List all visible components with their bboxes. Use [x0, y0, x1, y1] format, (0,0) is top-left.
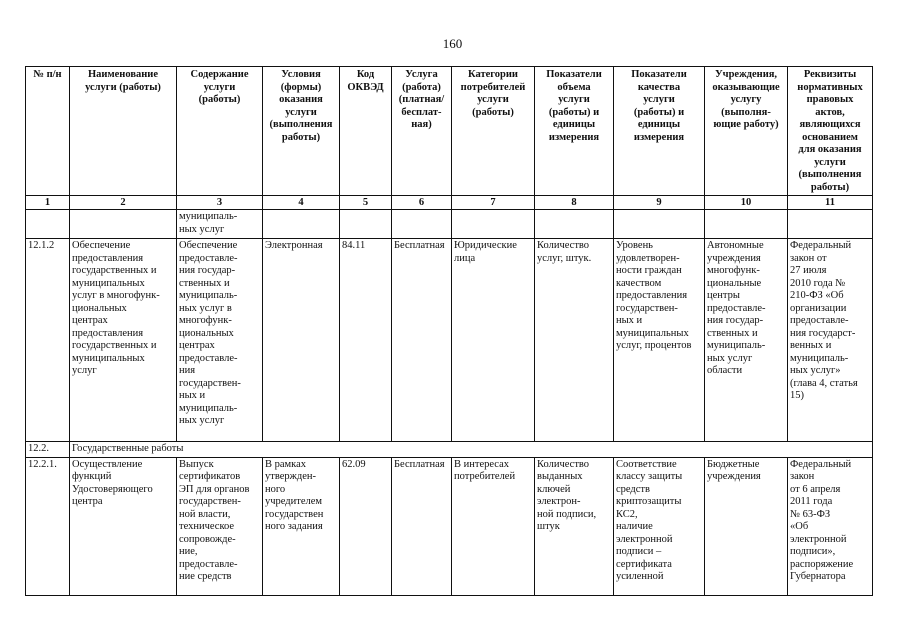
- column-number: 1: [26, 196, 70, 210]
- table-cell: Обеспечение предоставле- ния государ- ственных и муниципаль- ных услуг в многофунк- циональных центрах предоставле- ния государствен- ных и муниципаль- ных услуг: [177, 239, 263, 442]
- table-cell: [614, 210, 705, 239]
- table-cell: [263, 210, 340, 239]
- services-table: [25, 66, 873, 596]
- group-title: Государственные работы: [70, 442, 873, 458]
- column-number: 5: [340, 196, 392, 210]
- table-cell: [535, 210, 614, 239]
- column-number-row: [26, 196, 873, 210]
- table-cell: Уровень удовлетворен- ности граждан качеством предоставления государствен- ных и муниципальных услуг, процентов: [614, 239, 705, 442]
- header-cell: № п/н: [26, 67, 70, 196]
- column-number: 2: [70, 196, 177, 210]
- column-number: 10: [705, 196, 788, 210]
- table-cell: Автономные учреждения многофунк- циональные центры предоставле- ния государ- ственных и муниципаль- ных услуг области: [705, 239, 788, 442]
- table-cell: [392, 210, 452, 239]
- table-cell: [705, 210, 788, 239]
- table-cell: [788, 210, 873, 239]
- column-number: 6: [392, 196, 452, 210]
- table-group-row-12-2: [26, 442, 873, 458]
- header-cell: Код ОКВЭД: [340, 67, 392, 196]
- table-row-12-2-1: [26, 457, 873, 595]
- header-cell: Содержание услуги (работы): [177, 67, 263, 196]
- table-cell: Количество выданных ключей электрон- ной подписи, штук: [535, 457, 614, 595]
- header-cell: Показатели качества услуги (работы) и единицы измерения: [614, 67, 705, 196]
- table-cell: Выпуск сертификатов ЭП для органов государствен- ной власти, техническое сопровожде- ние, предоставле- ние средств: [177, 457, 263, 595]
- table-cell: В интересах потребителей: [452, 457, 535, 595]
- table-cell: Количество услуг, штук.: [535, 239, 614, 442]
- header-cell: Условия (формы) оказания услуги (выполнения работы): [263, 67, 340, 196]
- header-cell: Категории потребителей услуги (работы): [452, 67, 535, 196]
- table-cell: 12.2.1.: [26, 457, 70, 595]
- table-cell: Бесплатная: [392, 457, 452, 595]
- table-cell: 12.1.2: [26, 239, 70, 442]
- table-cell: Федеральный закон от 6 апреля 2011 года № 63-ФЗ «Об электронной подписи», распоряжение Губернатора: [788, 457, 873, 595]
- header-cell: Наименование услуги (работы): [70, 67, 177, 196]
- column-number: 9: [614, 196, 705, 210]
- table-cell: Обеспечение предоставления государственных и муниципальных услуг в многофунк- циональных центрах предоставления государственных и муниципальных услуг: [70, 239, 177, 442]
- column-number: 4: [263, 196, 340, 210]
- table-row-continuation: [26, 210, 873, 239]
- table-cell: [340, 210, 392, 239]
- column-number: 7: [452, 196, 535, 210]
- table-cell: [452, 210, 535, 239]
- table-cell: 62.09: [340, 457, 392, 595]
- table-cell: муниципаль- ных услуг: [177, 210, 263, 239]
- header-cell: Реквизиты нормативных правовых актов, являющихся основанием для оказания услуги (выполнения работы): [788, 67, 873, 196]
- table-cell: Осуществление функций Удостоверяющего центра: [70, 457, 177, 595]
- column-number: 11: [788, 196, 873, 210]
- table-cell: Соответствие классу защиты средств криптозащиты КС2, наличие электронной подписи – сертификата усиленной: [614, 457, 705, 595]
- table-cell: Федеральный закон от 27 июля 2010 года № 210-ФЗ «Об организации предоставле- ния государст- венных и муниципаль- ных услуг» (глава 4, статья 15): [788, 239, 873, 442]
- table-cell: Бесплатная: [392, 239, 452, 442]
- table-cell: Электронная: [263, 239, 340, 442]
- table-cell: Бюджетные учреждения: [705, 457, 788, 595]
- table-cell: Юридические лица: [452, 239, 535, 442]
- header-row: [26, 67, 873, 196]
- header-cell: Услуга (работа) (платная/ бесплат- ная): [392, 67, 452, 196]
- column-number: 8: [535, 196, 614, 210]
- header-cell: Учреждения, оказывающие услугу (выполня- ющие работу): [705, 67, 788, 196]
- page-number: 160: [442, 36, 463, 51]
- table-cell: В рамках утвержден- ного учредителем государствен ного задания: [263, 457, 340, 595]
- table-cell: [26, 210, 70, 239]
- column-number: 3: [177, 196, 263, 210]
- table-row-12-1-2: [26, 239, 873, 442]
- group-number: 12.2.: [26, 442, 70, 458]
- table-cell: 84.11: [340, 239, 392, 442]
- header-cell: Показатели объема услуги (работы) и единицы измерения: [535, 67, 614, 196]
- table-cell: [70, 210, 177, 239]
